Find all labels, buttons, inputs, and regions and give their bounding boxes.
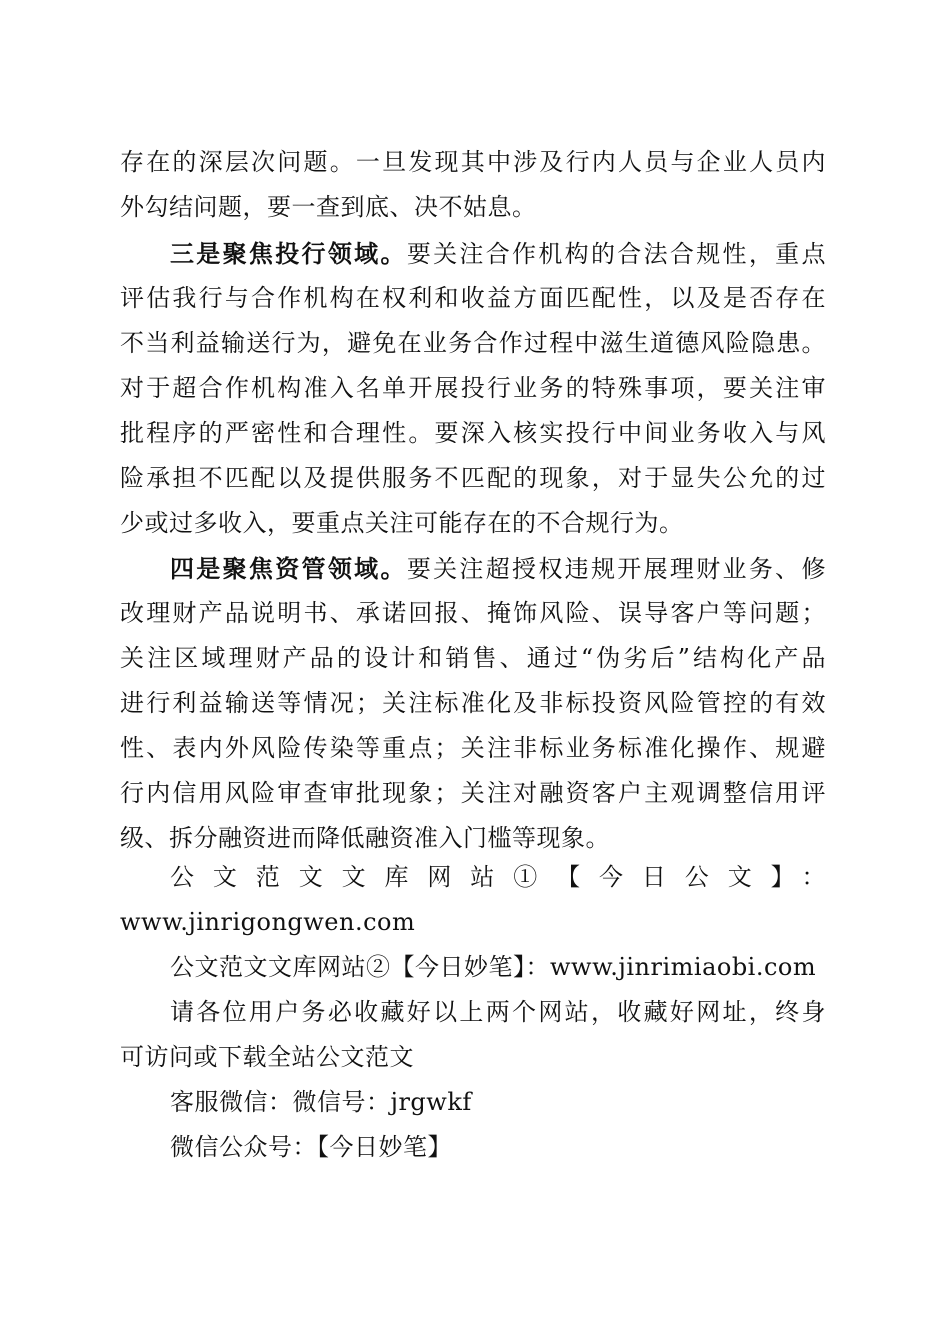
paragraph-continuation xyxy=(120,140,826,230)
paragraph-asset-management xyxy=(120,546,826,861)
text-line: 批程序的严密性和合理性。要深入核实投行中间业务收入与风 xyxy=(120,419,826,447)
site2-link[interactable]: 公文范文文库网站②【今日妙笔】：www.jinrimiaobi.com xyxy=(170,953,817,981)
text-line: 级、拆分融资进而降低融资准入门槛等现象。 xyxy=(120,824,610,852)
service-wechat: 客服微信：微信号：jrgwkf xyxy=(170,1088,472,1116)
paragraph-lead-heading: 三是聚焦投行领域。 xyxy=(170,239,407,268)
official-account: 微信公众号：【今日妙笔】 xyxy=(170,1133,452,1161)
text-line: 性、表内外风险传染等重点；关注非标业务标准化操作、规避 xyxy=(120,734,826,762)
text-line: 进行利益输送等情况；关注标准化及非标投资风险管控的有效 xyxy=(120,689,826,717)
text-line: 不当利益输送行为，避免在业务合作过程中滋生道德风险隐患。 xyxy=(120,329,826,357)
text-line: 少或过多收入，要重点关注可能存在的不合规行为。 xyxy=(120,509,684,537)
paragraph-lead-heading: 四是聚焦资管领域。 xyxy=(170,554,407,583)
text-line-rest: 要关注超授权违规开展理财业务、修 xyxy=(406,555,826,583)
site1-url-link[interactable]: www.jinrigongwen.com xyxy=(120,908,416,936)
text-line: 外勾结问题，要一查到底、决不姑息。 xyxy=(120,193,537,221)
text-line-rest: 要关注合作机构的合法合规性，重点 xyxy=(406,240,826,268)
site-notice xyxy=(120,855,826,1170)
text-line: 对于超合作机构准入名单开展投行业务的特殊事项，要关注审 xyxy=(120,374,826,402)
paragraph-investment-banking xyxy=(120,231,826,546)
text-line xyxy=(120,231,826,276)
text-line: 评估我行与合作机构在权利和收益方面匹配性，以及是否存在 xyxy=(120,284,826,312)
text-line: 改理财产品说明书、承诺回报、掩饰风险、误导客户等问题； xyxy=(120,599,826,627)
notice-line: 请各位用户务必收藏好以上两个网站，收藏好网址，终身 xyxy=(170,998,826,1026)
text-line: 险承担不匹配以及提供服务不匹配的现象，对于显失公允的过 xyxy=(120,464,826,492)
text-line xyxy=(120,546,826,591)
text-line: 存在的深层次问题。一旦发现其中涉及行内人员与企业人员内 xyxy=(120,148,826,176)
site1-label: 公文范文文库网站①【今日公文】： xyxy=(170,863,826,891)
text-line: 关注区域理财产品的设计和销售、通过“伪劣后”结构化产品 xyxy=(120,644,826,672)
notice-line: 可访问或下载全站公文范文 xyxy=(120,1043,414,1071)
text-line: 行内信用风险审查审批现象；关注对融资客户主观调整信用评 xyxy=(120,779,826,807)
